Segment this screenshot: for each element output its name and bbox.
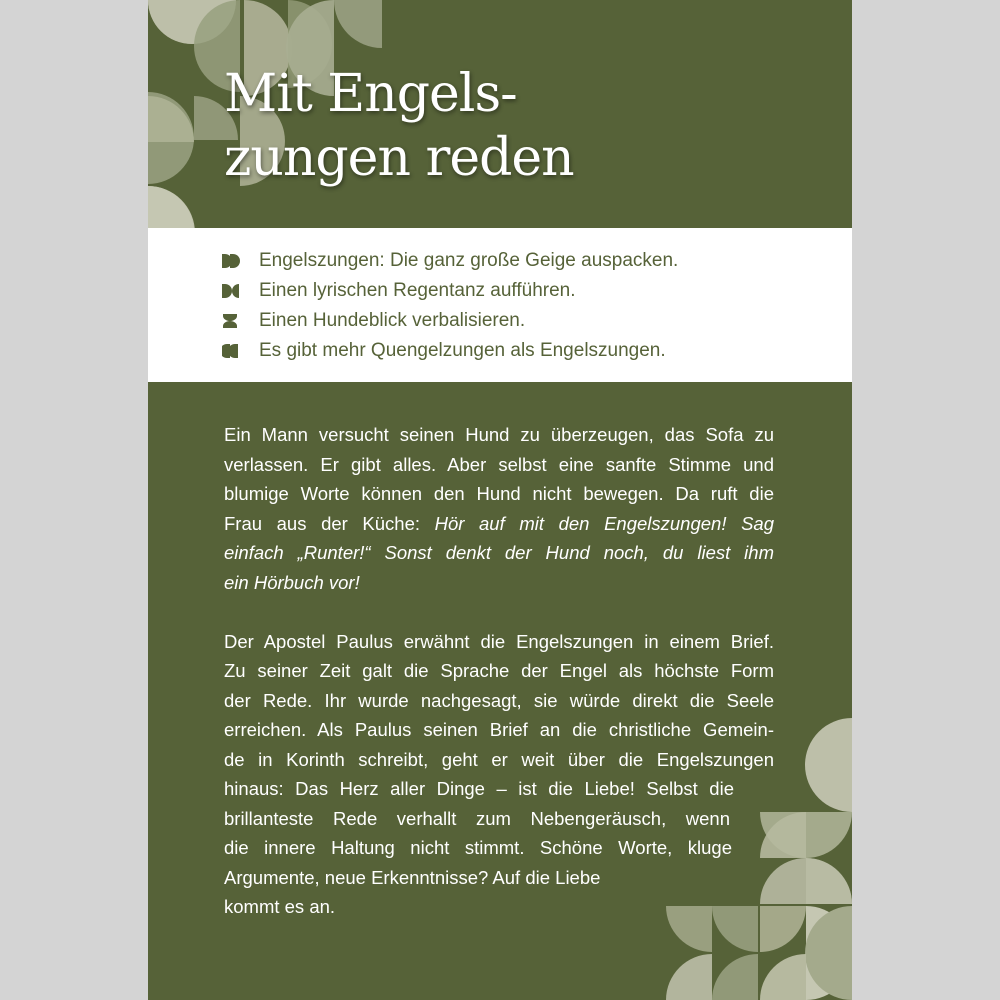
- page-title: [224, 62, 574, 190]
- text-line: Zu seiner Zeit galt die Sprache der Engel als höchste Form: [224, 660, 774, 681]
- text-line: kommt es an.: [224, 896, 336, 917]
- bowtie-icon: [222, 284, 242, 298]
- text-line: hinaus: Das Herz aller Dinge – ist die Liebe! Selbst die: [224, 778, 734, 799]
- text-line: der Rede. Ihr wurde nachgesagt, sie würde direkt die Seele: [224, 689, 774, 711]
- text-line: verlassen. Er gibt alles. Aber selbst eine sanfte Stimme und: [224, 453, 774, 475]
- double-chevron-left-icon: [222, 344, 242, 358]
- bullet-text: Einen Hundeblick verbalisieren.: [259, 310, 526, 331]
- text-line: die innere Haltung nicht stimmt. Schöne Worte, kluge: [224, 837, 732, 858]
- text-line: [224, 509, 774, 539]
- text-line: Ein Mann versucht seinen Hund zu überzeugen, das Sofa zu: [224, 424, 774, 445]
- quote-italic: Hör auf mit den Engelszungen! Sag: [434, 512, 774, 534]
- text-line: blumige Worte können den Hund nicht bewegen. Da ruft die: [224, 483, 774, 504]
- bullet-text: Einen lyrischen Regentanz aufführen.: [259, 280, 576, 301]
- double-chevron-right-icon: [222, 254, 242, 268]
- text-line: erreichen. Als Paulus seinen Brief an die christliche Gemein-: [224, 719, 774, 740]
- text-line: Argumente, neue Erkenntnisse? Auf die Liebe: [224, 866, 601, 888]
- text-line: Der Apostel Paulus erwähnt die Engelszungen in einem Brief.: [224, 630, 774, 652]
- text-line: brillanteste Rede verhallt zum Nebengeräusch, wenn: [224, 807, 730, 829]
- bullet-text: Engelszungen: Die ganz große Geige auspacken.: [259, 250, 679, 271]
- quote-italic-line: ein Hörbuch vor!: [224, 571, 360, 593]
- title-line-1: Mit Engels-: [224, 64, 517, 124]
- paragraph-1: [224, 420, 774, 597]
- text-plain: Frau aus der Küche:: [224, 512, 435, 534]
- title-line-2: zungen reden: [224, 128, 574, 188]
- body-text: [224, 420, 774, 951]
- quote-italic-line: einfach „Runter!“ Sonst denkt der Hund noch, du liest ihm: [224, 542, 774, 563]
- paragraph-2: [224, 627, 774, 922]
- hourglass-icon: [222, 314, 242, 328]
- bullet-text: Es gibt mehr Quengelzungen als Engelszungen.: [259, 340, 666, 361]
- book-page: [148, 0, 852, 1000]
- bullet-list: [148, 228, 852, 382]
- text-line: de in Korinth schreibt, geht er weit über die Engelszungen: [224, 748, 774, 770]
